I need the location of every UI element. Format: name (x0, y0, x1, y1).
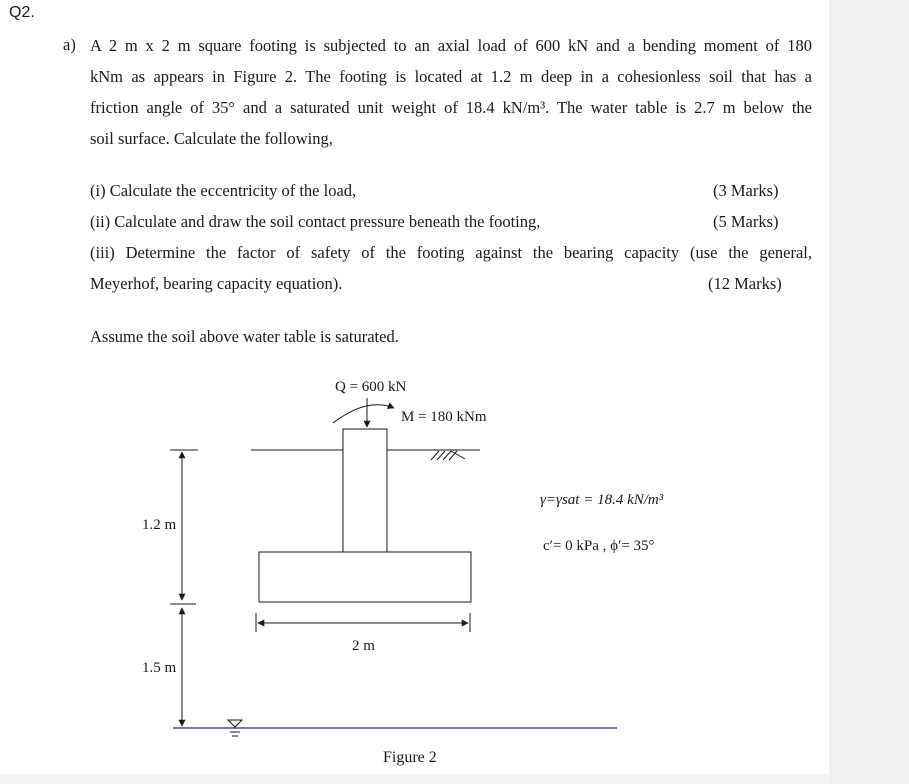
item-iii-text: (iii) Determine the factor of safety of the footing against the bearing capacity (use the general, (90, 243, 812, 262)
intro-line: A 2 m x 2 m square footing is subjected to an axial load of 600 kN and a bending moment of 180 (90, 36, 812, 55)
depth-label: 1.2 m (142, 517, 177, 533)
moment-label: M = 180 kNm (401, 409, 487, 425)
width-label: 2 m (352, 638, 375, 654)
intro-line: kNm as appears in Figure 2. The footing is located at 1.2 m deep in a cohesionless soil that has a (90, 67, 812, 86)
load-label: Q = 600 kN (335, 379, 407, 395)
item-iii-marks: (12 Marks) (708, 274, 782, 293)
part-label: a) (63, 35, 76, 54)
item-ii-marks: (5 Marks) (713, 212, 779, 231)
item-i-text: (i) Calculate the eccentricity of the load, (90, 181, 357, 200)
intro-line: soil surface. Calculate the following, (90, 129, 333, 148)
moment-arrow (333, 405, 394, 423)
assumption-text: Assume the soil above water table is saturated. (90, 327, 399, 346)
item-i-marks: (3 Marks) (713, 181, 779, 200)
ground-hatch-icon (431, 451, 465, 460)
water-depth-label: 1.5 m (142, 660, 177, 676)
footing-base (259, 552, 471, 602)
question-number: Q2. (9, 4, 35, 21)
figure-caption: Figure 2 (383, 749, 437, 766)
footing-column (343, 429, 387, 552)
intro-line: friction angle of 35° and a saturated unit weight of 18.4 kN/m³. The water table is 2.7 m below the (90, 98, 812, 117)
strength-label: c′= 0 kPa , ϕ′= 35° (543, 538, 655, 554)
item-iii-text: Meyerhof, bearing capacity equation). (90, 274, 343, 293)
unit-weight-label: γ=γsat = 18.4 kN/m³ (540, 492, 664, 508)
item-ii-text: (ii) Calculate and draw the soil contact pressure beneath the footing, (90, 212, 541, 231)
